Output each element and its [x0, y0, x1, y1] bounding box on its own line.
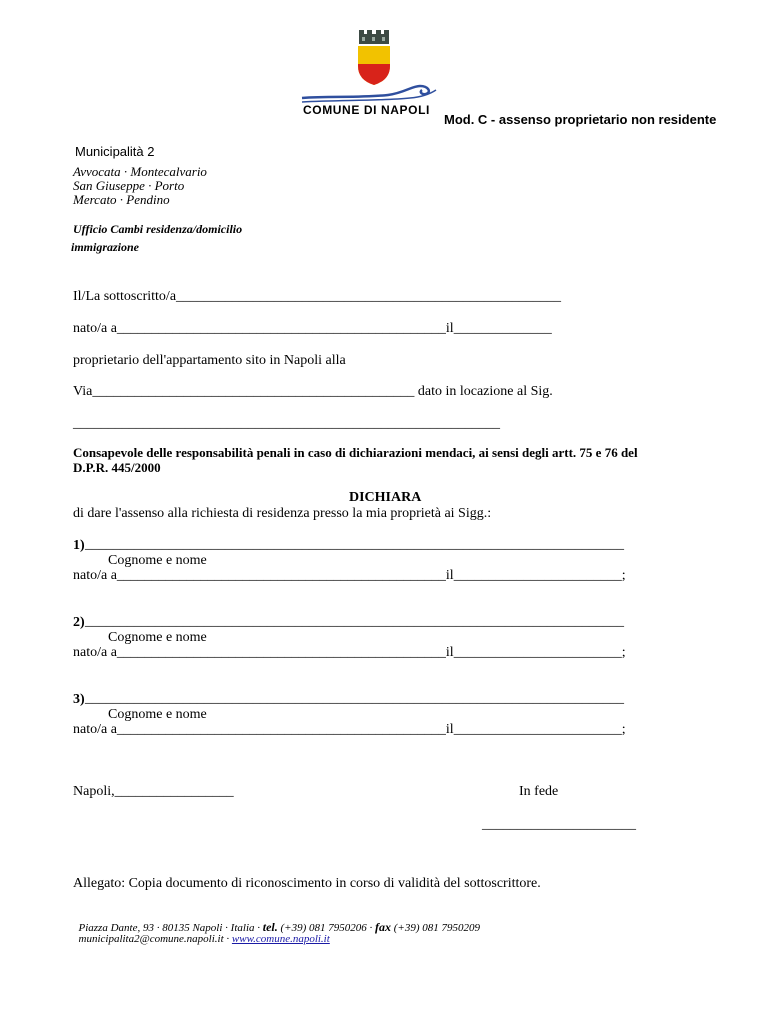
person-birth-field[interactable]: nato/a a_______________________________________________il________________________; — [73, 722, 626, 737]
footer-web — [73, 921, 330, 945]
person-name-label: Cognome e nome — [108, 630, 207, 645]
awareness-text-reference: D.P.R. 445/2000 — [73, 460, 161, 475]
person-name-label: Cognome e nome — [108, 707, 207, 722]
consent-statement: di dare l'assenso alla richiesta di residenza presso la mia proprietà ai Sigg.: — [73, 506, 492, 521]
person-name-field[interactable]: _____________________________________________________________________________ — [85, 614, 624, 629]
person-name-field[interactable]: _____________________________________________________________________________ — [85, 691, 624, 706]
person-birth-field[interactable]: nato/a a_______________________________________________il________________________; — [73, 645, 626, 660]
website-link[interactable]: www.comune.napoli.it — [231, 933, 330, 945]
footer-address: Piazza Dante, 93 · 80135 Napoli · Italia · — [78, 922, 263, 934]
person-name-label: Cognome e nome — [108, 553, 207, 568]
office-subtitle: immigrazione — [71, 240, 140, 254]
logo-text: COMUNE DI NAPOLI — [303, 103, 430, 117]
person-number: 2) — [73, 615, 85, 630]
footer-fax-label: fax — [375, 920, 391, 934]
footer-fax: (+39) 081 7950209 — [391, 922, 480, 934]
signer-name-field[interactable]: Il/La sottoscritto/a_______________________________________________________ — [73, 289, 562, 304]
tenant-name-field[interactable]: _____________________________________________________________ — [73, 416, 500, 431]
owner-statement: proprietario dell'appartamento sito in Napoli alla — [73, 353, 346, 368]
district-item: San Giuseppe · Porto — [73, 178, 185, 193]
declaration-heading: DICHIARA — [349, 490, 422, 505]
person-number: 3) — [73, 692, 85, 707]
signer-birth-field[interactable]: nato/a a_______________________________________________il______________ — [73, 321, 552, 336]
person-birth-field[interactable]: nato/a a_______________________________________________il________________________; — [73, 568, 626, 583]
form-code: Mod. C - assenso proprietario non residente — [444, 112, 717, 127]
office-title: Ufficio Cambi residenza/domicilio — [73, 222, 243, 236]
person-name-field[interactable]: _____________________________________________________________________________ — [85, 537, 624, 552]
naples-crest-icon — [354, 30, 394, 86]
place-date-field[interactable]: Napoli,_________________ — [73, 784, 234, 799]
municipality-title: Municipalità 2 — [75, 144, 155, 159]
footer-tel-label: tel. — [262, 920, 278, 934]
district-item: Mercato · Pendino — [73, 192, 170, 207]
attachment-note: Allegato: Copia documento di riconoscimento in corso di validità del sottoscrittore. — [73, 876, 541, 891]
signature-field[interactable]: ______________________ — [482, 817, 636, 832]
address-field[interactable]: Via______________________________________________ dato in locazione al Sig. — [73, 384, 553, 399]
district-item: Avvocata · Montecalvario — [73, 164, 207, 179]
sea-wave-icon — [300, 82, 440, 104]
footer-email: municipalita2@comune.napoli.it · — [78, 933, 232, 945]
footer-tel: (+39) 081 7950206 · — [277, 922, 375, 934]
person-number: 1) — [73, 538, 85, 553]
in-fede-label: In fede — [519, 784, 559, 799]
awareness-text: Consapevole delle responsabilità penali in caso di dichiarazioni mendaci, ai sensi degli artt. 75 e 76 del — [73, 445, 638, 460]
